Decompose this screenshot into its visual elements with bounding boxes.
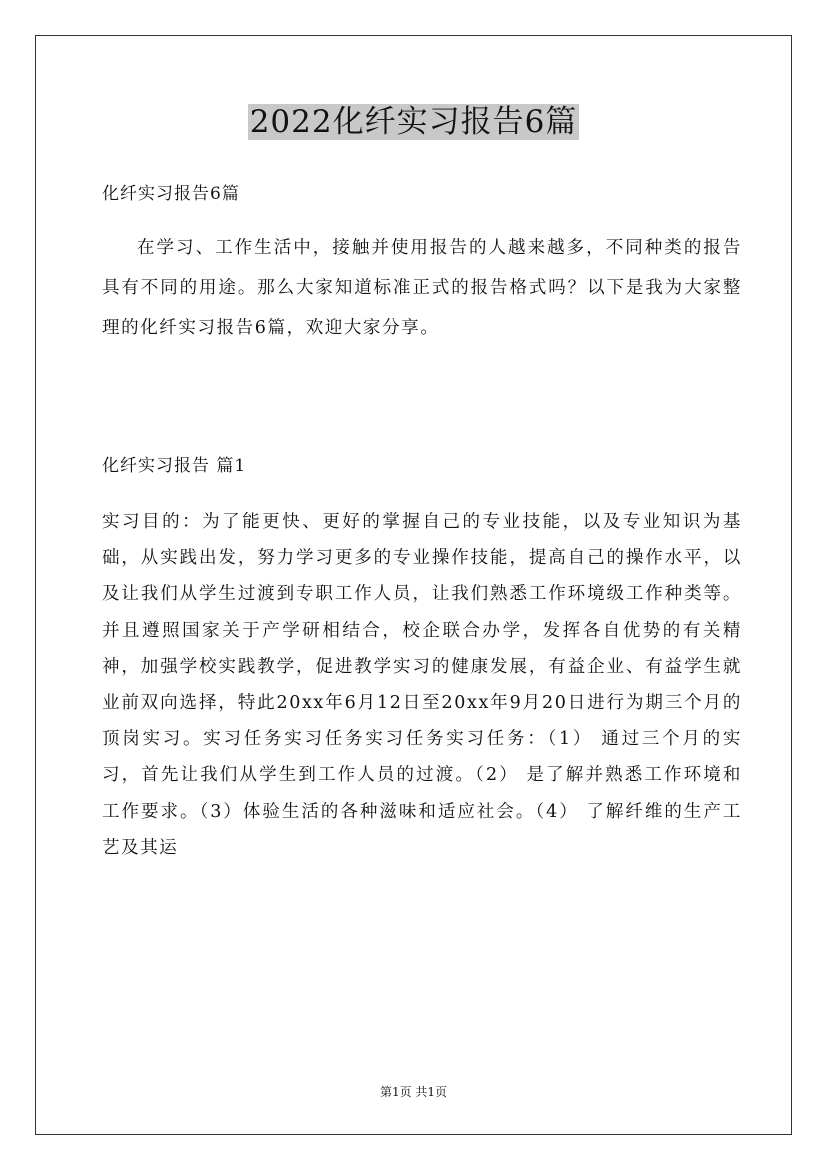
document-title-text: 2022化纤实习报告6篇	[249, 104, 578, 140]
intro-paragraph: 在学习、工作生活中，接触并使用报告的人越来越多，不同种类的报告具有不同的用途。那么大家知道标准正式的报告格式吗？以下是我为大家整理的化纤实习报告6篇，欢迎大家分享。	[102, 238, 742, 338]
document-title	[0, 100, 827, 144]
page-footer: 第1页 共1页	[379, 1085, 448, 1099]
body-paragraph: 实习目的：为了能更快、更好的掌握自己的专业技能，以及专业知识为基础，从实践出发，努力学习更多的专业操作技能，提高自己的操作水平，以及让我们从学生过渡到专职工作人员，让我们熟悉工作环境级工作种类等。并且遵照国家关于产学研相结合，校企联合办学，发挥各自优势的有关精神，加强学校实践教学，促进教学实习的健康发展，有益企业、有益学生就业前双向选择，特此20xx年6月12日至20xx年9月20日进行为期三个月的顶岗实习。实习任务实习任务实习任务实习任务：（1） 通过三个月的实习，首先让我们从学生到工作人员的过渡。（2） 是了解并熟悉工作环境和工作要求。（3）体验生活的各种滋味和适应社会。（4） 了解纤维的生产工艺及其运	[102, 512, 742, 858]
document-subtitle: 化纤实习报告6篇	[102, 184, 240, 204]
section-heading: 化纤实习报告 篇1	[102, 456, 247, 476]
